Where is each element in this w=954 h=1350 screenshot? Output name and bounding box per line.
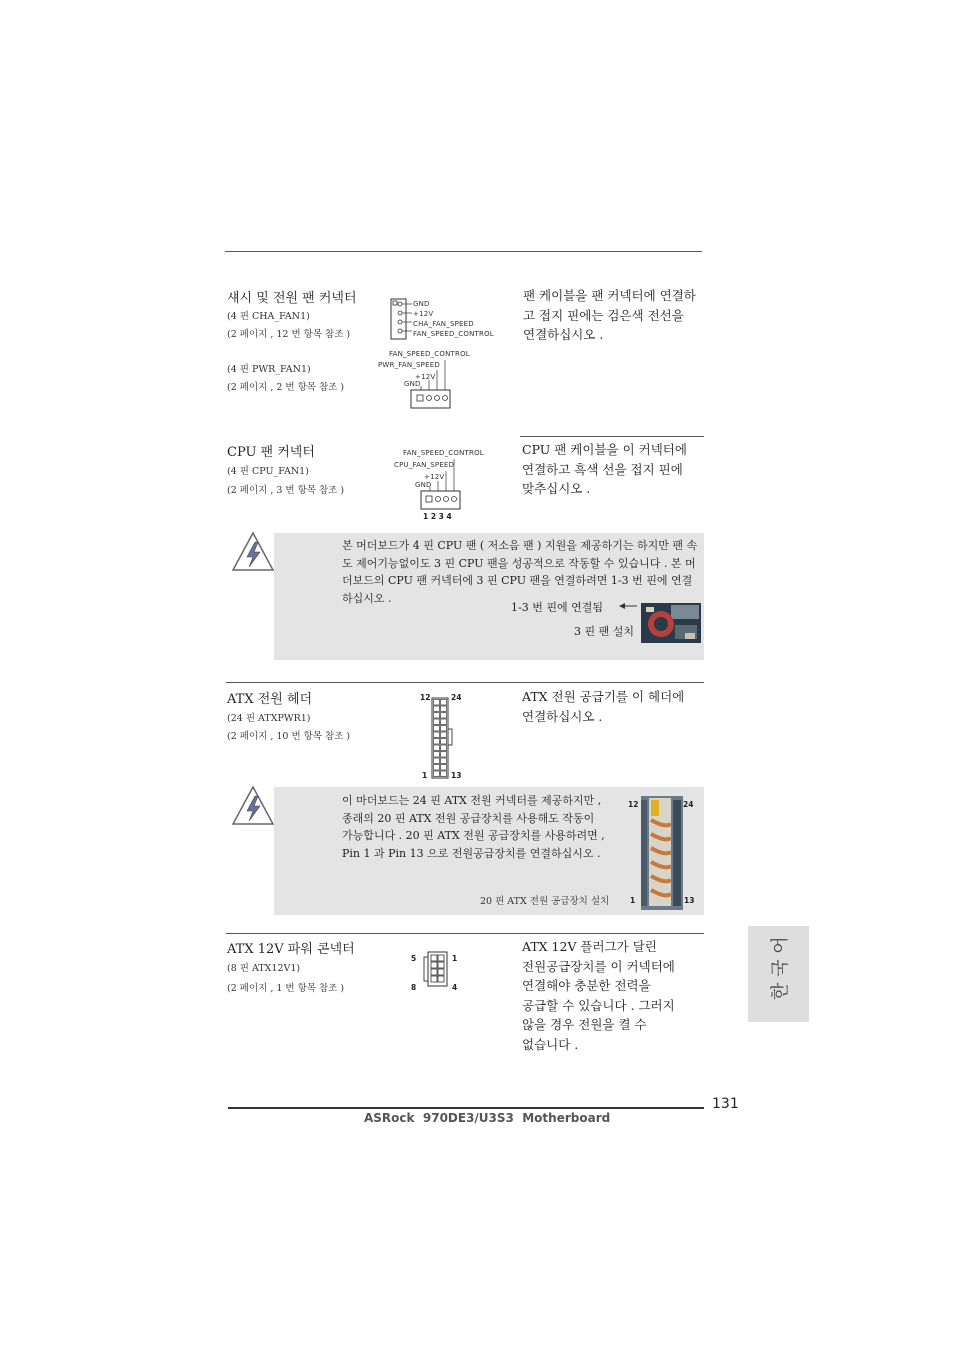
cpu-fan-description: CPU 팬 케이블을 이 커넥터에 연결하고 흑색 선을 접지 핀에 맞추십시오 . bbox=[522, 442, 687, 496]
chassis-fan-sub: (4 핀 CHA_FAN1) bbox=[227, 311, 310, 322]
cpu-label-12v: +12V bbox=[424, 473, 445, 481]
power-fan-sub: (4 핀 PWR_FAN1) bbox=[227, 364, 311, 375]
top-rule bbox=[225, 251, 702, 252]
cpu-label-control: FAN_SPEED_CONTROL bbox=[403, 449, 484, 457]
pwr-label-gnd: GND bbox=[404, 380, 421, 388]
cpu-fan-connector-diagram bbox=[418, 457, 464, 513]
atx12v-pin-4: 4 bbox=[452, 983, 458, 992]
atx-pin-1: 1 bbox=[422, 771, 428, 780]
atx-power-sub: (24 핀 ATXPWR1) bbox=[227, 713, 311, 724]
cpu-pin-numbers: 1 2 3 4 bbox=[423, 512, 452, 521]
section-rule-atx bbox=[226, 682, 704, 683]
cha-label-speed: CHA_FAN_SPEED bbox=[413, 320, 474, 328]
atx-photo-pin-12: 12 bbox=[628, 800, 639, 809]
section-rule-atx12v bbox=[226, 933, 704, 934]
note-atx-caption: 20 핀 ATX 전원 공급장치 설치 bbox=[480, 896, 610, 907]
atx12v-ref: (2 페이지 , 1 번 항목 참조 ) bbox=[227, 983, 345, 994]
cha-label-12v: +12V bbox=[413, 310, 434, 318]
note-atx-text: 이 마더보드는 24 핀 ATX 전원 커넥터를 제공하지만 , 종래의 20 핀 ATX 전원 공급장치를 사용해도 작동이 가능합니다 . 20 핀 ATX 전원 공급장치를 사용하려면 , Pin 1 과 Pin 13 으로 전원공급장치를 연결하십시오 . bbox=[342, 794, 605, 860]
arrow-left-icon bbox=[617, 600, 639, 612]
cpu-label-gnd: GND bbox=[415, 481, 432, 489]
cpu-fan-ref: (2 페이지 , 3 번 항목 참조 ) bbox=[227, 485, 345, 496]
pwr-fan-connector-diagram bbox=[408, 356, 454, 412]
footer-model: ASRock 970DE3/U3S3 Motherboard bbox=[364, 1111, 611, 1125]
note-label-install: 3 핀 팬 설치 bbox=[574, 625, 634, 638]
atx-installation-photo bbox=[641, 796, 683, 910]
atx-pin-12: 12 bbox=[420, 693, 431, 702]
warning-icon bbox=[230, 784, 276, 828]
warning-icon bbox=[230, 530, 276, 574]
atx12v-title: ATX 12V 파워 콘넥터 bbox=[227, 942, 355, 957]
atx12v-pin-8: 8 bbox=[411, 983, 417, 992]
atx-pin-13: 13 bbox=[451, 771, 462, 780]
atx12v-pin-5: 5 bbox=[411, 954, 417, 963]
chassis-fan-title: 섀시 및 전원 팬 커넥터 bbox=[227, 291, 357, 306]
cpu-fan-title: CPU 팬 커넥터 bbox=[227, 445, 315, 460]
cpu-label-speed: CPU_FAN_SPEED bbox=[394, 461, 455, 469]
note-cpu-fan-text: 본 머더보드가 4 핀 CPU 팬 ( 저소음 팬 ) 지원을 제공하기는 하지만 팬 속 도 제어기능없이도 3 핀 CPU 팬을 성공적으로 작동할 수 있습니다 . 본 머 더보드의 CPU 팬 커넥터에 3 핀 CPU 팬을 연결하려면 1-3 번 핀에 연결 하십시오 . bbox=[342, 539, 698, 605]
atx-power-description: ATX 전원 공급기를 이 헤더에 연결하십시오 . bbox=[522, 689, 685, 724]
pwr-label-speed: PWR_FAN_SPEED bbox=[378, 361, 440, 369]
page-number: 131 bbox=[712, 1096, 739, 1112]
atx12v-sub: (8 핀 ATX12V1) bbox=[227, 963, 301, 974]
language-side-label: 한 국 어 bbox=[770, 936, 791, 1000]
cpu-fan-sub: (4 핀 CPU_FAN1) bbox=[227, 466, 309, 477]
atx-power-title: ATX 전원 헤더 bbox=[227, 692, 313, 707]
chassis-fan-ref: (2 페이지 , 12 번 항목 참조 ) bbox=[227, 329, 351, 340]
atx12v-description: ATX 12V 플러그가 달린 전원공급장치를 이 커넥터에 연결해야 충분한 전력을 공급할 수 있습니다 . 그러지 않을 경우 전원을 켤 수 없습니다 . bbox=[522, 939, 675, 1052]
atx12v-pin-1: 1 bbox=[452, 954, 458, 963]
atx-photo-pin-1: 1 bbox=[630, 896, 636, 905]
atx12v-8pin-connector-diagram bbox=[423, 951, 449, 987]
pwr-label-control: FAN_SPEED_CONTROL bbox=[389, 350, 470, 358]
atx-photo-pin-13: 13 bbox=[684, 896, 695, 905]
power-fan-ref: (2 페이지 , 2 번 항목 참조 ) bbox=[227, 382, 345, 393]
atx-pin-24: 24 bbox=[451, 693, 462, 702]
cha-label-control: FAN_SPEED_CONTROL bbox=[413, 330, 494, 338]
note-label-pins: 1-3 번 핀에 연결됨 bbox=[511, 601, 603, 614]
footer-rule bbox=[228, 1107, 704, 1109]
atx-24pin-connector-diagram bbox=[430, 697, 456, 779]
fan-installation-photo bbox=[641, 603, 701, 643]
cha-label-gnd: GND bbox=[413, 300, 430, 308]
pwr-label-12v: +12V bbox=[415, 373, 436, 381]
atx-photo-pin-24: 24 bbox=[683, 800, 694, 809]
atx-power-ref: (2 페이지 , 10 번 항목 참조 ) bbox=[227, 731, 351, 742]
section-rule-cpu bbox=[520, 436, 704, 437]
chassis-fan-description: 팬 케이블을 팬 커넥터에 연결하 고 접지 핀에는 검은색 전선을 연결하십시오 . bbox=[523, 288, 696, 342]
